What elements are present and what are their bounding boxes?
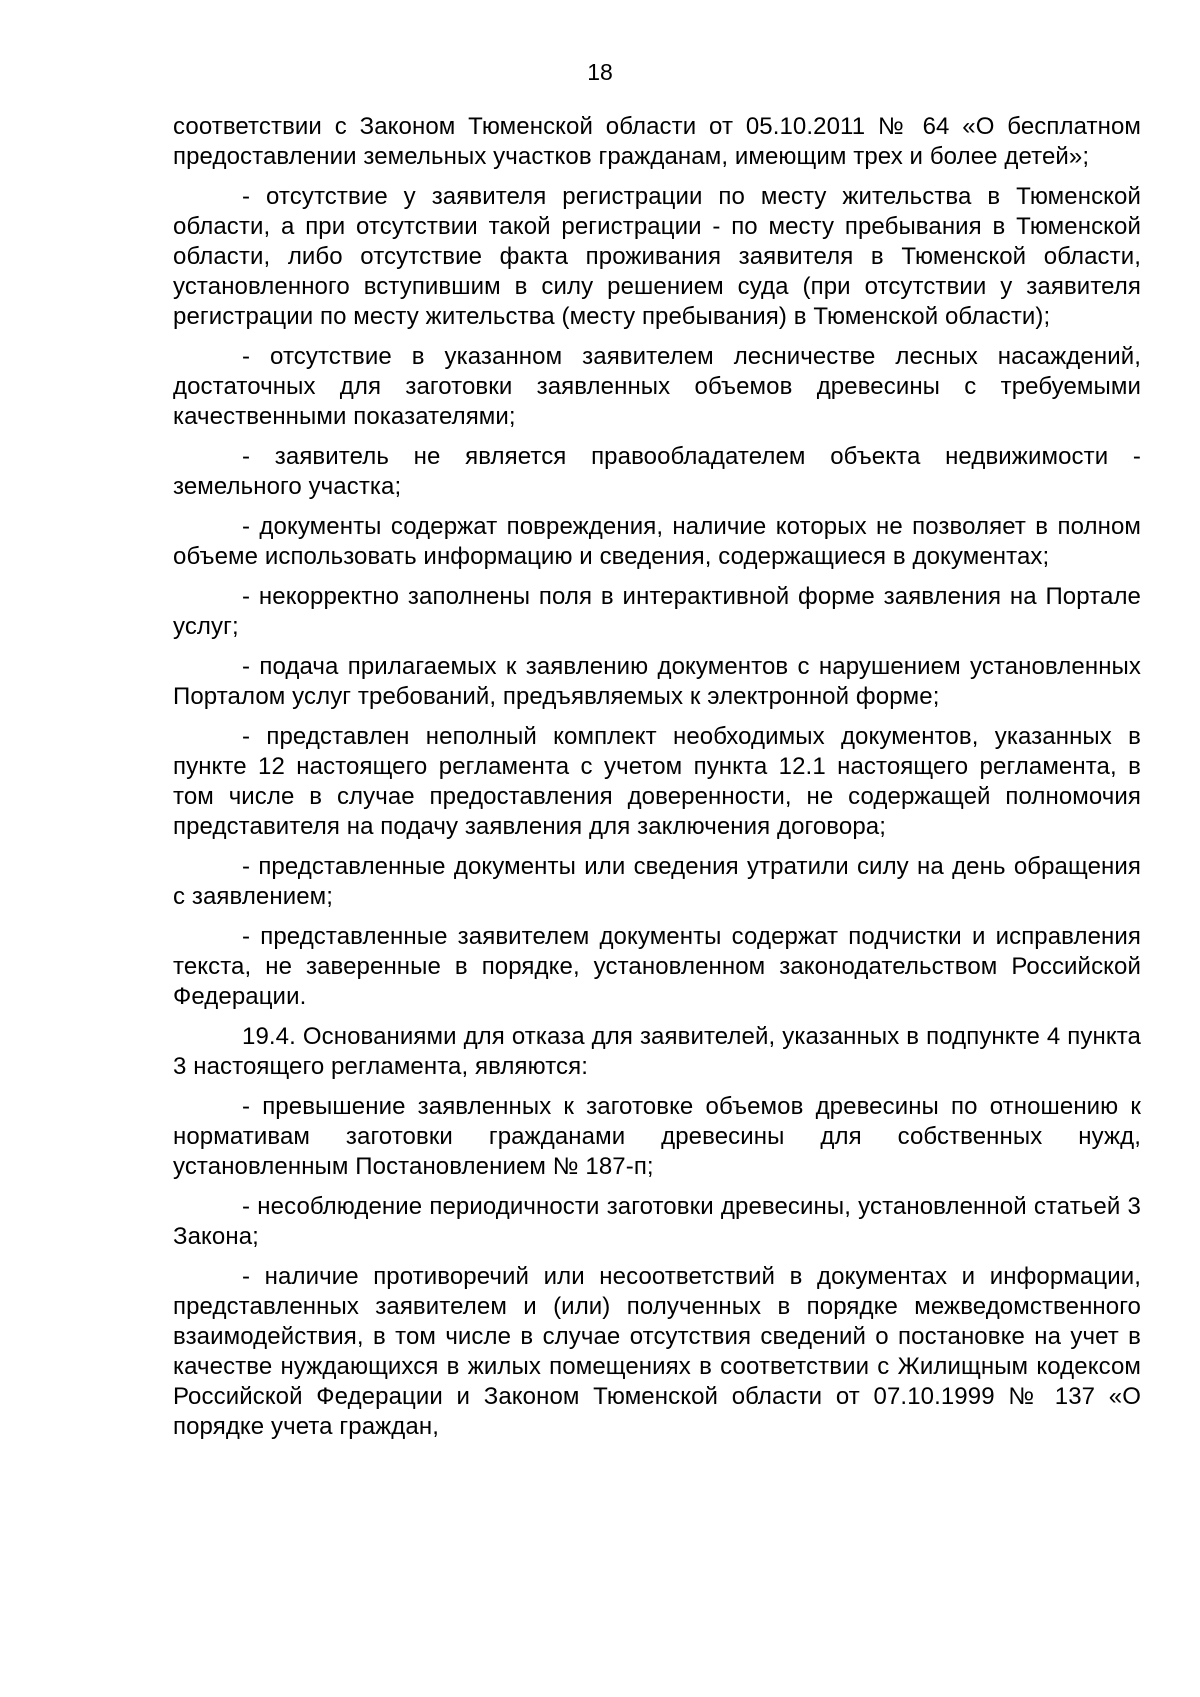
- paragraph-corrections-in-text: - представленные заявителем документы содержат подчистки и исправления текста, не заверенные в порядке, установленном законодательством Российской Федерации.: [173, 923, 1141, 1010]
- paragraph-section-19-4: 19.4. Основаниями для отказа для заявителей, указанных в подпункте 4 пункта 3 настоящего регламента, являются:: [173, 1023, 1141, 1080]
- paragraph-damaged-documents: - документы содержат повреждения, наличие которых не позволяет в полном объеме использовать информацию и сведения, содержащиеся в документах;: [173, 513, 1141, 570]
- paragraph-portal-requirements-violation: - подача прилагаемых к заявлению документов с нарушением установленных Порталом услуг требований, предъявляемых к электронной форме;: [173, 653, 1141, 710]
- page-number: 18: [587, 59, 613, 85]
- paragraph-contradictions: - наличие противоречий или несоответствий в документах и информации, представленных заявителем и (или) полученных в порядке межведомственного взаимодействия, в том числе в случае отсутствия сведений о постановке на учет в качестве нуждающихся в жилых помещениях в соответствии с Жилищным кодексом Российской Федерации и Законом Тюменской области от 07.10.1999 № 137 «О порядке учета граждан,: [173, 1263, 1141, 1440]
- paragraph-periodicity-violation: - несоблюдение периодичности заготовки древесины, установленной статьей 3 Закона;: [173, 1193, 1141, 1250]
- paragraph-no-forest-plantations: - отсутствие в указанном заявителем лесничестве лесных насаждений, достаточных для заготовки заявленных объемов древесины с требуемыми качественными показателями;: [173, 343, 1141, 430]
- document-body: [173, 112, 1141, 1452]
- paragraph-incomplete-documents: - представлен неполный комплект необходимых документов, указанных в пункте 12 настоящего регламента с учетом пункта 12.1 настоящего регламента, в том числе в случае предоставления доверенности, не содержащей полномочия представителя на подачу заявления для заключения договора;: [173, 723, 1141, 840]
- paragraph-expired-documents: - представленные документы или сведения утратили силу на день обращения с заявлением;: [173, 853, 1141, 910]
- paragraph-volume-excess: - превышение заявленных к заготовке объемов древесины по отношению к нормативам заготовки гражданами древесины для собственных нужд, установленным Постановлением № 187-п;: [173, 1093, 1141, 1180]
- paragraph-law-reference-continuation: соответствии с Законом Тюменской области от 05.10.2011 № 64 «О бесплатном предоставлении земельных участков гражданам, имеющим трех и более детей»;: [173, 113, 1141, 170]
- paragraph-no-registration: - отсутствие у заявителя регистрации по месту жительства в Тюменской области, а при отсутствии такой регистрации - по месту пребывания в Тюменской области, либо отсутствие факта проживания заявителя в Тюменской области, установленного вступившим в силу решением суда (при отсутствии у заявителя регистрации по месту жительства (месту пребывания) в Тюменской области);: [173, 183, 1141, 330]
- paragraph-not-rightholder: - заявитель не является правообладателем объекта недвижимости - земельного участка;: [173, 443, 1141, 500]
- paragraph-incorrect-fields: - некорректно заполнены поля в интерактивной форме заявления на Портале услуг;: [173, 583, 1141, 640]
